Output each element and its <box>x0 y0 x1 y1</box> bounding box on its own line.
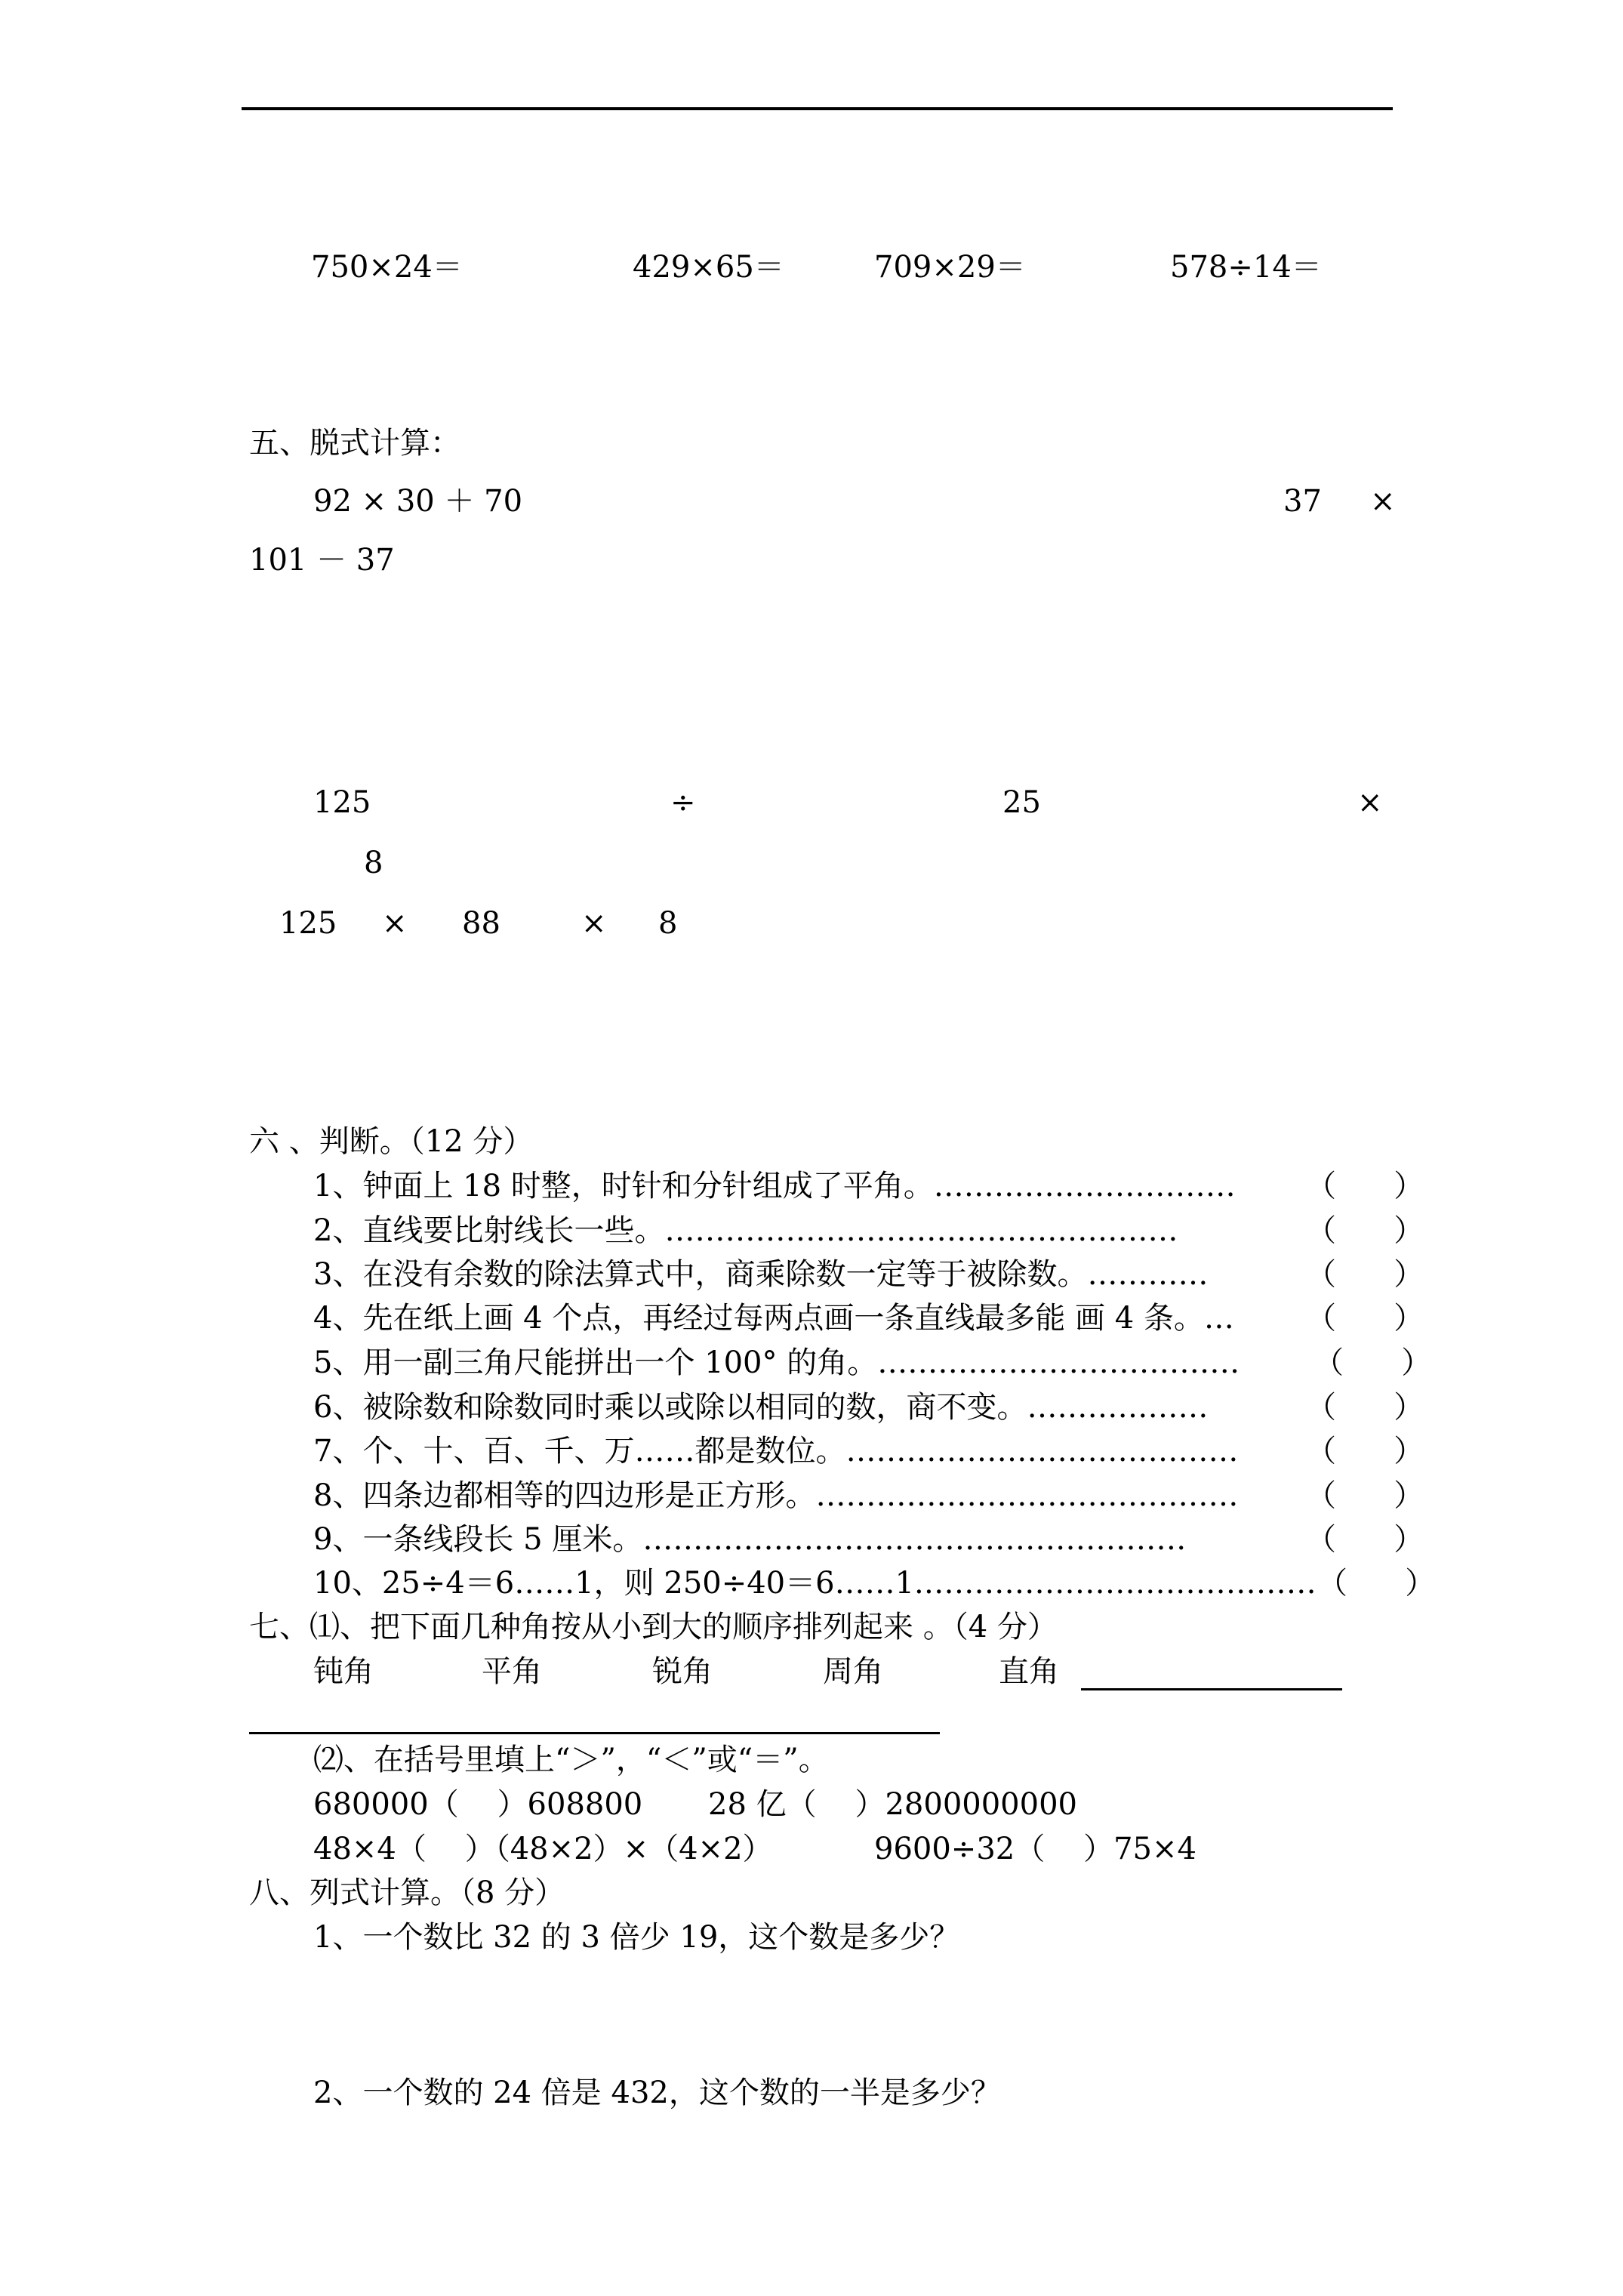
judge-answer-5[interactable]: （ ） <box>1313 1345 1432 1380</box>
angle-acute: 锐角 <box>652 1654 713 1689</box>
section6-title: 六 、判断。（12 分） <box>249 1124 534 1159</box>
vertical-calc-1: 750×24＝ <box>311 250 463 285</box>
judge-answer-8[interactable]: （ ） <box>1306 1478 1424 1513</box>
judge-answer-10[interactable]: （ ） <box>1317 1566 1436 1601</box>
judge-answer-4[interactable]: （ ） <box>1306 1301 1424 1336</box>
compare-1: 680000（ ）608800 <box>313 1787 643 1822</box>
order-answer-line-1[interactable] <box>1081 1688 1342 1690</box>
judge-item-1: 1、钟面上 18 时整，时针和分针组成了平角。………………………… <box>313 1169 1236 1203</box>
compare-3: 48×4（ ）（48×2）×（4×2） <box>313 1832 773 1866</box>
vertical-calc-4: 578÷14＝ <box>1170 250 1322 285</box>
judge-answer-7[interactable]: （ ） <box>1306 1434 1424 1469</box>
judge-item-2: 2、直线要比射线长一些。…………………………………………… <box>313 1213 1178 1248</box>
judge-item-3: 3、在没有余数的除法算式中，商乘除数一定等于被除数。………… <box>313 1257 1209 1292</box>
judge-item-5: 5、用一副三角尺能拼出一个 100° 的角。……………………………… <box>313 1345 1240 1380</box>
s5-p2-e: 8 <box>364 846 383 880</box>
s5-p1-right-b: × <box>1370 484 1396 519</box>
judge-item-6: 6、被除数和除数同时乘以或除以相同的数，商不变。……………… <box>313 1390 1209 1425</box>
s5-p3-d: × <box>581 906 607 941</box>
s5-p3-e: 8 <box>658 906 678 941</box>
s5-p2-c: 25 <box>1002 785 1041 820</box>
compare-4: 9600÷32（ ）75×4 <box>874 1832 1196 1866</box>
judge-answer-2[interactable]: （ ） <box>1306 1213 1424 1248</box>
judge-item-8: 8、四条边都相等的四边形是正方形。…………………………………… <box>313 1478 1239 1513</box>
judge-item-7: 7、个、十、百、千、万……都是数位。………………………………… <box>313 1434 1239 1469</box>
judge-item-4: 4、先在纸上画 4 个点，再经过每两点画一条直线最多能 画 4 条。… <box>313 1301 1234 1336</box>
s5-p2-b: ÷ <box>670 785 696 820</box>
judge-answer-1[interactable]: （ ） <box>1306 1169 1424 1203</box>
s5-p2-d: × <box>1357 785 1383 820</box>
judge-answer-6[interactable]: （ ） <box>1306 1390 1424 1425</box>
s5-p1-right-a: 37 <box>1283 484 1322 519</box>
order-answer-line-2[interactable] <box>249 1732 940 1734</box>
angle-full: 周角 <box>823 1654 883 1689</box>
problem-1: 1、一个数比 32 的 3 倍少 19，这个数是多少？ <box>313 1920 960 1955</box>
section8-title: 八、列式计算。（8 分） <box>249 1875 565 1910</box>
s5-p3-b: × <box>382 906 408 941</box>
section5-title: 五、脱式计算： <box>249 426 460 461</box>
judge-answer-9[interactable]: （ ） <box>1306 1522 1424 1557</box>
section7-sub2-title: ⑵、在括号里填上“＞”，“＜”或“＝”。 <box>313 1743 829 1777</box>
s5-p3-a: 125 <box>279 906 337 941</box>
judge-item-9: 9、一条线段长 5 厘米。……………………………………………… <box>313 1522 1187 1557</box>
s5-p1-line2: 101 － 37 <box>249 543 395 578</box>
s5-p2-a: 125 <box>313 785 371 820</box>
s5-p1-left: 92 × 30 ＋ 70 <box>313 484 523 519</box>
header-rule <box>242 107 1393 110</box>
judge-item-10: 10、25÷4＝6……1，则 250÷40＝6……1.………………………………… <box>313 1566 1317 1601</box>
angle-straight: 平角 <box>482 1654 542 1689</box>
section7-title: 七、⑴、把下面几种角按从小到大的顺序排列起来 。（4 分） <box>249 1610 1058 1644</box>
vertical-calc-3: 709×29＝ <box>874 250 1026 285</box>
s5-p3-c: 88 <box>462 906 500 941</box>
judge-answer-3[interactable]: （ ） <box>1306 1257 1424 1292</box>
compare-2: 28 亿（ ）2800000000 <box>708 1787 1077 1822</box>
vertical-calc-2: 429×65＝ <box>633 250 784 285</box>
angle-right: 直角 <box>999 1654 1059 1689</box>
problem-2: 2、一个数的 24 倍是 432，这个数的一半是多少？ <box>313 2076 1001 2110</box>
angle-obtuse: 钝角 <box>313 1654 374 1689</box>
